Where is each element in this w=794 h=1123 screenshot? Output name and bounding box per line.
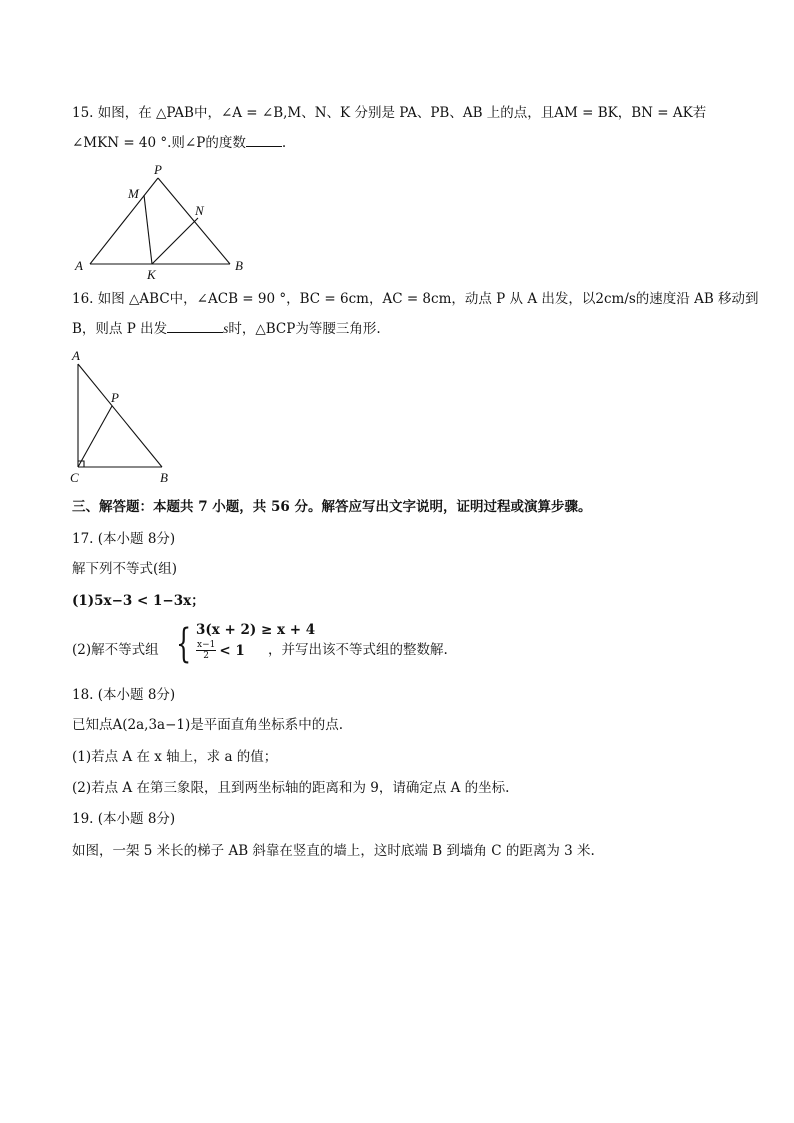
system-brace: { bbox=[176, 621, 192, 667]
q15-line2 bbox=[72, 134, 286, 152]
q17-header: 17. (本小题 8分) bbox=[72, 531, 176, 547]
inequality-2 bbox=[196, 640, 245, 661]
label-c: C bbox=[70, 470, 79, 485]
label-p: P bbox=[154, 162, 162, 177]
fraction bbox=[196, 640, 216, 661]
answer-blank bbox=[246, 134, 282, 147]
q18-part1: (1)若点 A 在 x 轴上，求 a 的值； bbox=[72, 749, 278, 765]
label-n: N bbox=[195, 203, 204, 218]
label-b: B bbox=[235, 258, 243, 273]
q18-part2: (2)若点 A 在第三象限，且到两坐标轴的距离和为 9，请确定点 A 的坐标. bbox=[72, 780, 510, 796]
section3-title: 三、解答题：本题共 7 小题，共 56 分。解答应写出文字说明，证明过程或演算步骤。 bbox=[72, 499, 592, 515]
label-p: P bbox=[111, 390, 119, 405]
q15-line2-text: ∠MKN = 40 °.则∠P的度数 bbox=[72, 135, 246, 151]
side-ab bbox=[78, 364, 162, 467]
q19-intro: 如图，一架 5 米长的梯子 AB 斜靠在竖直的墙上，这时底端 B 到墙角 C 的距离为 3 米. bbox=[72, 843, 595, 859]
segment-mk bbox=[144, 195, 152, 264]
fraction-numerator: x−1 bbox=[197, 640, 216, 650]
q17-intro: 解下列不等式(组) bbox=[72, 561, 178, 577]
q15-line2-end: . bbox=[281, 135, 287, 151]
q17-part2-tail: ，并写出该不等式组的整数解. bbox=[268, 642, 448, 658]
q17-part2-label: (2)解不等式组 bbox=[72, 642, 159, 658]
q16-line2-end: 时，△BCP为等腰三角形. bbox=[228, 321, 381, 337]
side-pb bbox=[158, 178, 230, 264]
q16-line1: 16. 如图 △ABC中，∠ACB = 90 °，BC = 6cm，AC = 8cm，动点 P 从 A 出发，以2cm/s的速度沿 AB 移动到 bbox=[72, 291, 759, 307]
q18-header: 18. (本小题 8分) bbox=[72, 687, 176, 703]
label-m: M bbox=[128, 186, 139, 201]
q19-header: 19. (本小题 8分) bbox=[72, 811, 176, 827]
label-k: K bbox=[147, 267, 156, 282]
label-a: A bbox=[75, 258, 83, 273]
q18-intro: 已知点A(2a,3a−1)是平面直角坐标系中的点. bbox=[72, 717, 344, 733]
side-pa bbox=[90, 178, 158, 264]
inequality-2-tail: < 1 bbox=[219, 642, 245, 659]
q16-line2-text: B，则点 P 出发 bbox=[72, 321, 168, 337]
q16-figure bbox=[66, 346, 186, 486]
fraction-denominator: 2 bbox=[203, 651, 210, 661]
q16-line2 bbox=[72, 320, 381, 338]
q15-line1: 15. 如图，在 △PAB中，∠A = ∠B,M、N、K 分别是 PA、PB、AB 上的点，且AM = BK，BN = AK若 bbox=[72, 105, 707, 121]
label-b: B bbox=[160, 470, 168, 485]
answer-blank bbox=[167, 320, 223, 333]
q15-figure bbox=[70, 158, 260, 283]
segment-cp bbox=[78, 406, 112, 467]
segment-kn bbox=[152, 218, 198, 264]
q16-unit: s bbox=[223, 321, 229, 336]
q17-part1: (1)5x−3 < 1−3x； bbox=[72, 593, 205, 609]
label-a: A bbox=[72, 348, 80, 363]
inequality-1: 3(x + 2) ≥ x + 4 bbox=[196, 622, 316, 638]
